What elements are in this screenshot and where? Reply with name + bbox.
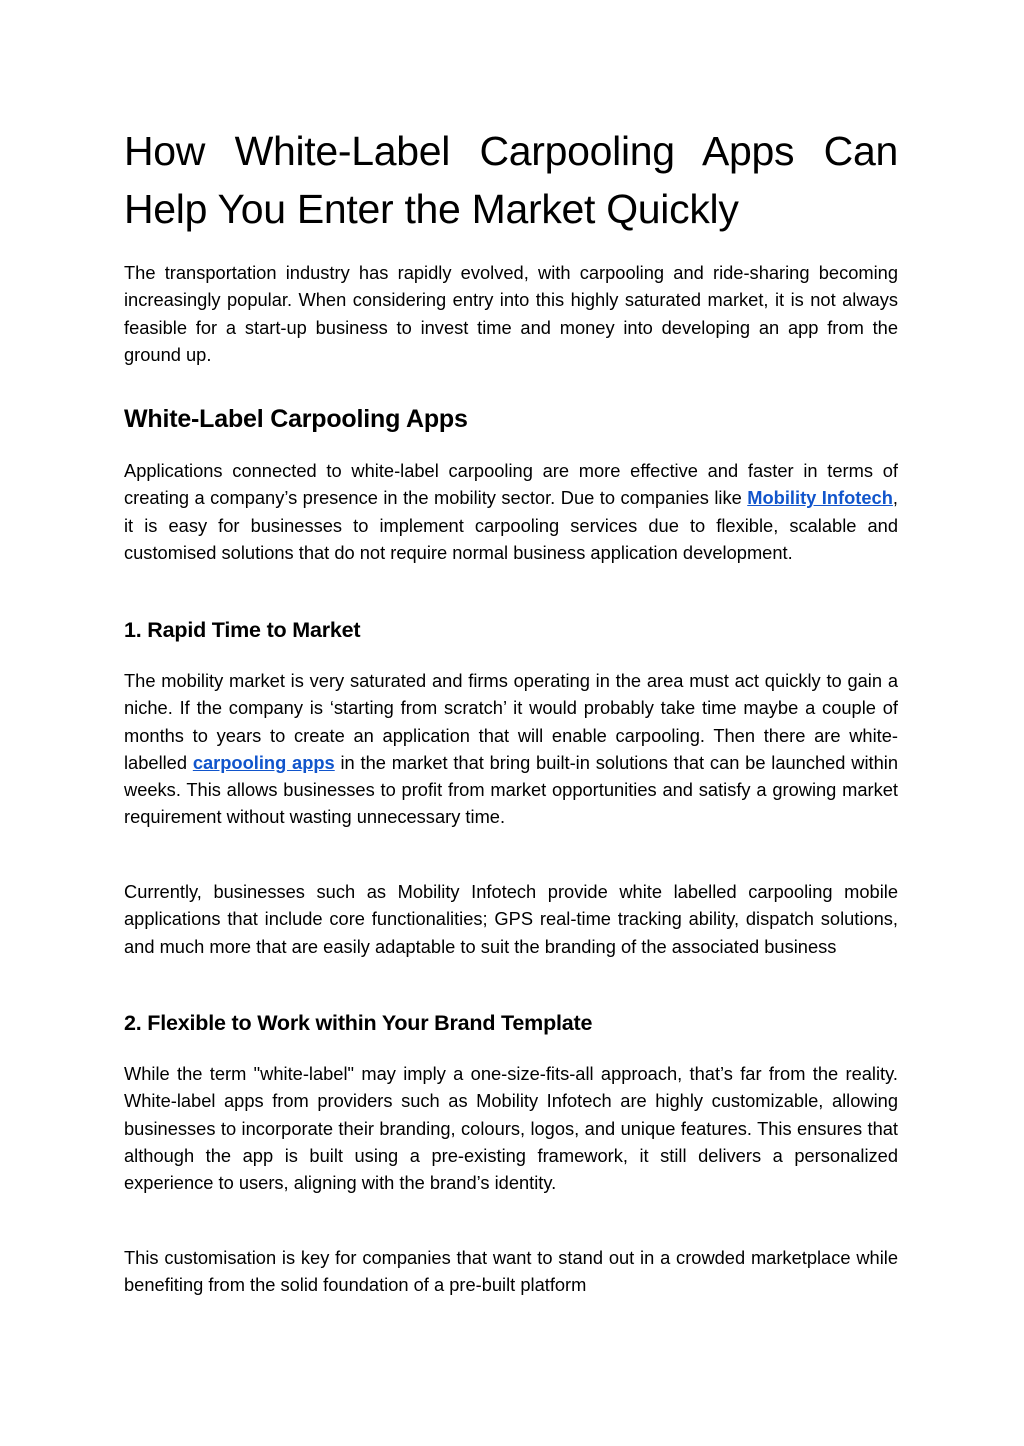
paragraph-text: Applications connected to white-label carpooling are more effective and faster in terms of creating a company’s presence in the mobility sector. Due to companies like <box>124 460 898 509</box>
flexible-paragraph-2: This customisation is key for companies that want to stand out in a crowded marketplace while benefiting from the solid foundation of a pre-built platform <box>124 1247 898 1296</box>
carpooling-apps-link[interactable]: carpooling apps <box>192 751 335 773</box>
heading-rapid-time-to-market: 1. Rapid Time to Market <box>124 618 361 642</box>
paragraph-text: in the market that bring built-in solutions that can be launched within weeks. This allows businesses to profit from market opportunities and satisfy a growing market requirement without wasting unnecessary time. <box>124 751 898 828</box>
intro-paragraph: The transportation industry has rapidly evolved, with carpooling and ride-sharing becoming increasingly popular. When considering entry into this highly saturated market, it is not always feasible for a start-up business to invest time and money into developing an app from the ground up. <box>124 262 898 365</box>
rapid-paragraph-2: Currently, businesses such as Mobility Infotech provide white labelled carpooling mobile applications that include core functionalities; GPS real-time tracking ability, dispatch solutions, and much more that are easily adaptable to suit the branding of the associated business <box>124 881 898 957</box>
document-title: How White-Label Carpooling Apps Can Help You Enter the Market Quickly <box>124 128 898 232</box>
section-heading-white-label: White-Label Carpooling Apps <box>124 405 468 433</box>
paragraph-text: , it is easy for businesses to implement carpooling services due to flexible, scalable and customised solutions that do not require normal business application development. <box>124 487 898 563</box>
heading-flexible-brand-template: 2. Flexible to Work within Your Brand Template <box>124 1011 593 1035</box>
white-label-paragraph <box>124 457 898 566</box>
mobility-infotech-link[interactable]: Mobility Infotech <box>747 487 893 509</box>
flexible-paragraph-1: While the term "white-label" may imply a one-size-fits-all approach, that’s far from the reality. White-label apps from providers such as Mobility Infotech are highly customizable, allowing businesses to incorporate their branding, colours, logos, and unique features. This ensures that although the app is built using a pre-existing framework, it still delivers a personalized experience to users, aligning with the brand’s identity. <box>124 1063 898 1194</box>
rapid-paragraph-1 <box>124 667 898 831</box>
paragraph-text: The mobility market is very saturated and firms operating in the area must act quickly to gain a niche. If the company is ‘starting from scratch’ it would probably take time maybe a couple of months to years to create an application that will enable carpooling. Then there are white-labelled <box>124 670 898 773</box>
